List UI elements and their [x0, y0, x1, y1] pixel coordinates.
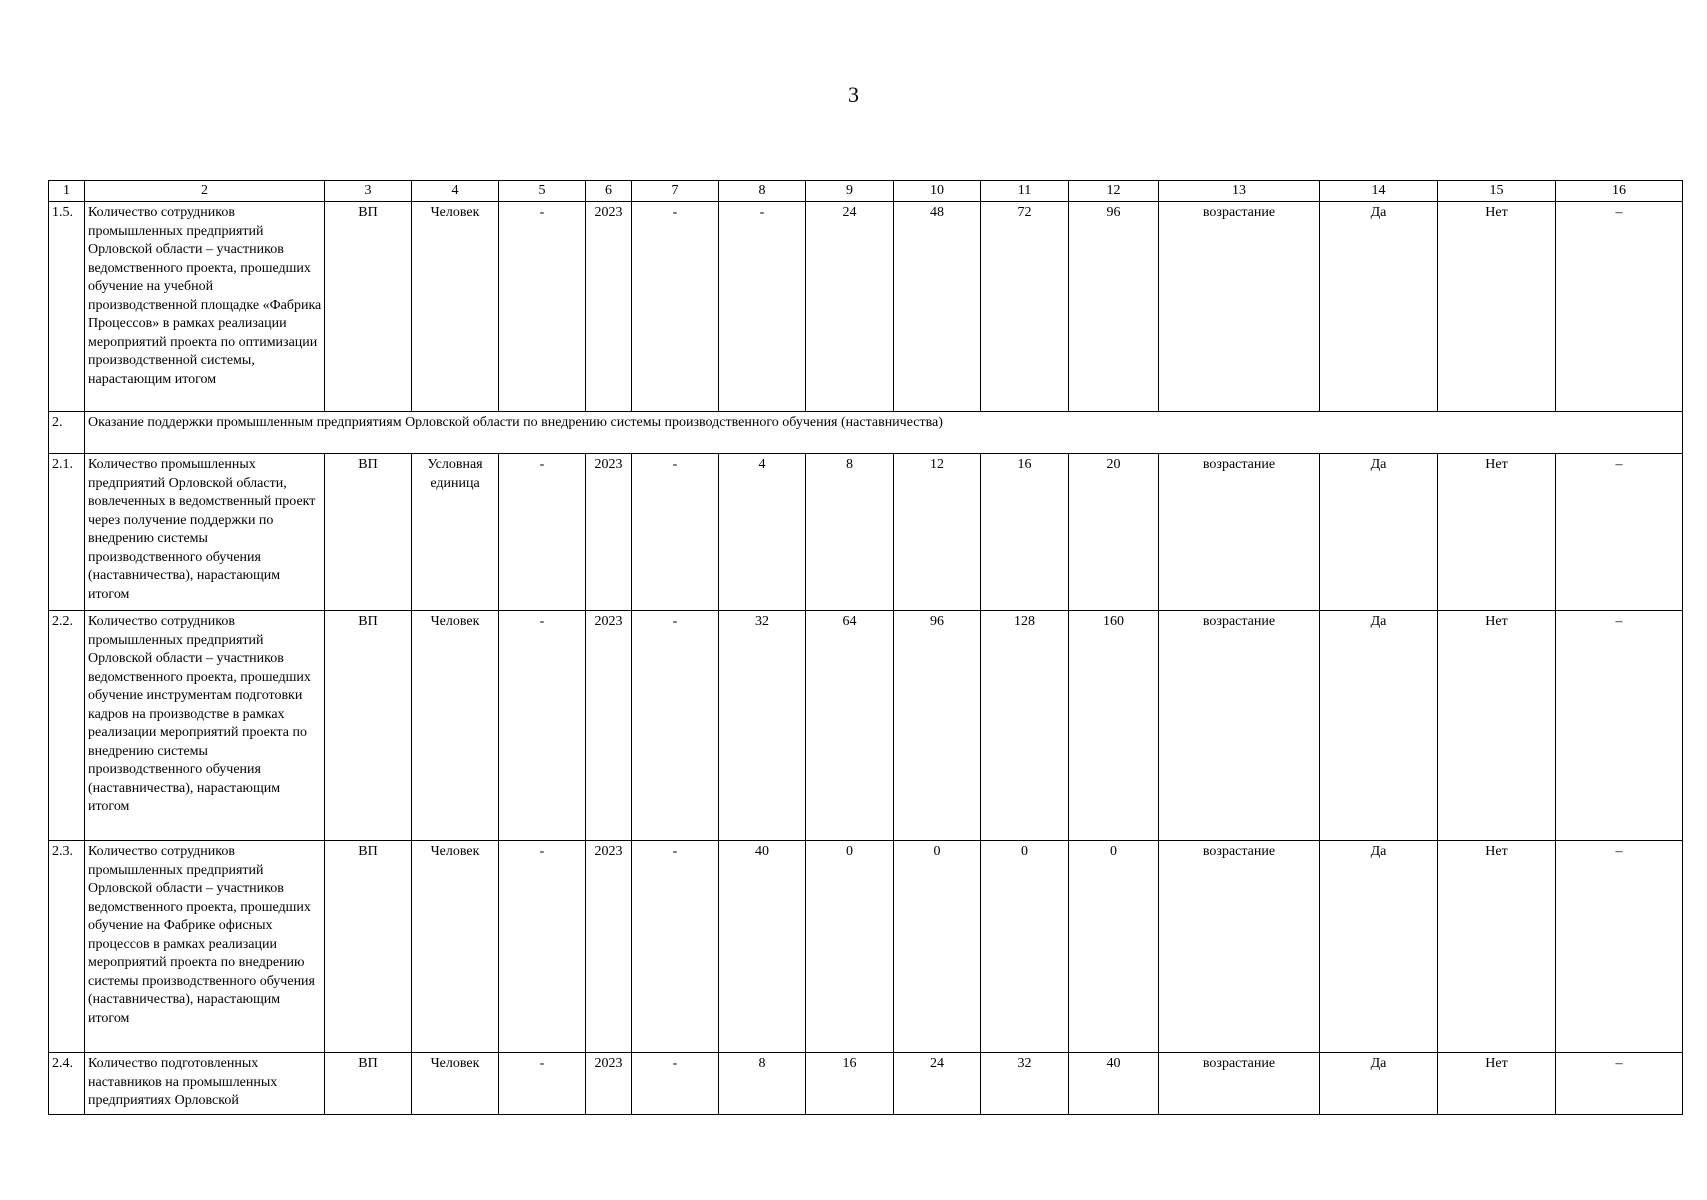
value-cell: 8 — [719, 1053, 806, 1115]
value-cell: - — [632, 841, 719, 1053]
value-cell: - — [499, 1053, 586, 1115]
value-cell: – — [1556, 841, 1683, 1053]
value-cell: Да — [1320, 841, 1438, 1053]
indicator-name: Количество сотрудников промышленных предприятий Орловской области – участников ведомственного проекта, прошедших обучение инструментам подготовки кадров на производстве в рамках реализации мероприятий проекта по внедрению системы производственного обучения (наставничества), нарастающим итогом — [85, 611, 325, 841]
trend-cell: возрастание — [1159, 611, 1320, 841]
value-cell: 16 — [806, 1053, 894, 1115]
value-cell: 72 — [981, 202, 1069, 412]
value-cell: - — [499, 202, 586, 412]
value-cell: 12 — [894, 454, 981, 611]
header-cell: 6 — [586, 181, 632, 202]
table-row — [49, 841, 1683, 1053]
value-cell: - — [719, 202, 806, 412]
value-cell: 40 — [1069, 1053, 1159, 1115]
value-cell: 0 — [894, 841, 981, 1053]
value-cell: – — [1556, 1053, 1683, 1115]
row-number: 1.5. — [49, 202, 85, 412]
level-cell: ВП — [325, 1053, 412, 1115]
row-number: 2.3. — [49, 841, 85, 1053]
header-row — [49, 181, 1683, 202]
value-cell: Нет — [1438, 611, 1556, 841]
value-cell: 48 — [894, 202, 981, 412]
value-cell: - — [632, 454, 719, 611]
value-cell: - — [632, 611, 719, 841]
header-cell: 13 — [1159, 181, 1320, 202]
table-row — [49, 202, 1683, 412]
value-cell: – — [1556, 611, 1683, 841]
trend-cell: возрастание — [1159, 202, 1320, 412]
value-cell: 32 — [719, 611, 806, 841]
level-cell: ВП — [325, 454, 412, 611]
value-cell: – — [1556, 202, 1683, 412]
value-cell: 20 — [1069, 454, 1159, 611]
row-number: 2. — [49, 412, 85, 454]
indicator-name: Количество промышленных предприятий Орловской области, вовлеченных в ведомственный проект через получение поддержки по внедрению системы производственного обучения (наставничества), нарастающим итогом — [85, 454, 325, 611]
level-cell: ВП — [325, 202, 412, 412]
value-cell: 128 — [981, 611, 1069, 841]
value-cell: - — [499, 841, 586, 1053]
value-cell: 2023 — [586, 1053, 632, 1115]
value-cell: 0 — [981, 841, 1069, 1053]
value-cell: Нет — [1438, 841, 1556, 1053]
header-cell: 9 — [806, 181, 894, 202]
value-cell: - — [499, 454, 586, 611]
level-cell: ВП — [325, 611, 412, 841]
trend-cell: возрастание — [1159, 454, 1320, 611]
header-cell: 3 — [325, 181, 412, 202]
header-cell: 2 — [85, 181, 325, 202]
value-cell: 24 — [806, 202, 894, 412]
value-cell: 0 — [1069, 841, 1159, 1053]
value-cell: Да — [1320, 454, 1438, 611]
value-cell: 64 — [806, 611, 894, 841]
header-cell: 14 — [1320, 181, 1438, 202]
header-cell: 5 — [499, 181, 586, 202]
value-cell: 2023 — [586, 454, 632, 611]
value-cell: Нет — [1438, 202, 1556, 412]
value-cell: - — [499, 611, 586, 841]
row-number: 2.1. — [49, 454, 85, 611]
table-row — [49, 611, 1683, 841]
value-cell: 4 — [719, 454, 806, 611]
indicators-table — [48, 180, 1683, 1115]
indicator-name: Количество сотрудников промышленных предприятий Орловской области – участников ведомственного проекта, прошедших обучение на Фабрике офисных процессов в рамках реализации мероприятий проекта по внедрению системы производственного обучения (наставничества), нарастающим итогом — [85, 841, 325, 1053]
unit-cell: Человек — [412, 202, 499, 412]
header-cell: 10 — [894, 181, 981, 202]
unit-cell: Человек — [412, 841, 499, 1053]
value-cell: 2023 — [586, 202, 632, 412]
section-title: Оказание поддержки промышленным предприятиям Орловской области по внедрению системы производственного обучения (наставничества) — [85, 412, 1683, 454]
value-cell: - — [632, 1053, 719, 1115]
unit-cell: Условная единица — [412, 454, 499, 611]
header-cell: 15 — [1438, 181, 1556, 202]
header-cell: 12 — [1069, 181, 1159, 202]
value-cell: 2023 — [586, 841, 632, 1053]
header-cell: 8 — [719, 181, 806, 202]
row-number: 2.2. — [49, 611, 85, 841]
indicator-name: Количество подготовленных наставников на промышленных предприятиях Орловской — [85, 1053, 325, 1115]
section-row — [49, 412, 1683, 454]
unit-cell: Человек — [412, 1053, 499, 1115]
value-cell: 96 — [1069, 202, 1159, 412]
header-cell: 11 — [981, 181, 1069, 202]
value-cell: 40 — [719, 841, 806, 1053]
header-cell: 16 — [1556, 181, 1683, 202]
header-cell: 7 — [632, 181, 719, 202]
value-cell: 0 — [806, 841, 894, 1053]
value-cell: 8 — [806, 454, 894, 611]
header-cell: 4 — [412, 181, 499, 202]
value-cell: Да — [1320, 202, 1438, 412]
value-cell: 96 — [894, 611, 981, 841]
value-cell: 2023 — [586, 611, 632, 841]
value-cell: Да — [1320, 611, 1438, 841]
value-cell: 24 — [894, 1053, 981, 1115]
header-cell: 1 — [49, 181, 85, 202]
table-row — [49, 1053, 1683, 1115]
value-cell: Нет — [1438, 1053, 1556, 1115]
value-cell: Да — [1320, 1053, 1438, 1115]
row-number: 2.4. — [49, 1053, 85, 1115]
table-row — [49, 454, 1683, 611]
unit-cell: Человек — [412, 611, 499, 841]
page-number: 3 — [848, 82, 859, 107]
value-cell: - — [632, 202, 719, 412]
value-cell: 32 — [981, 1053, 1069, 1115]
trend-cell: возрастание — [1159, 1053, 1320, 1115]
value-cell: – — [1556, 454, 1683, 611]
value-cell: 16 — [981, 454, 1069, 611]
level-cell: ВП — [325, 841, 412, 1053]
indicator-name: Количество сотрудников промышленных предприятий Орловской области – участников ведомственного проекта, прошедших обучение на учебной производственной площадке «Фабрика Процессов» в рамках реализации мероприятий проекта по оптимизации производственной системы, нарастающим итогом — [85, 202, 325, 412]
value-cell: Нет — [1438, 454, 1556, 611]
trend-cell: возрастание — [1159, 841, 1320, 1053]
value-cell: 160 — [1069, 611, 1159, 841]
